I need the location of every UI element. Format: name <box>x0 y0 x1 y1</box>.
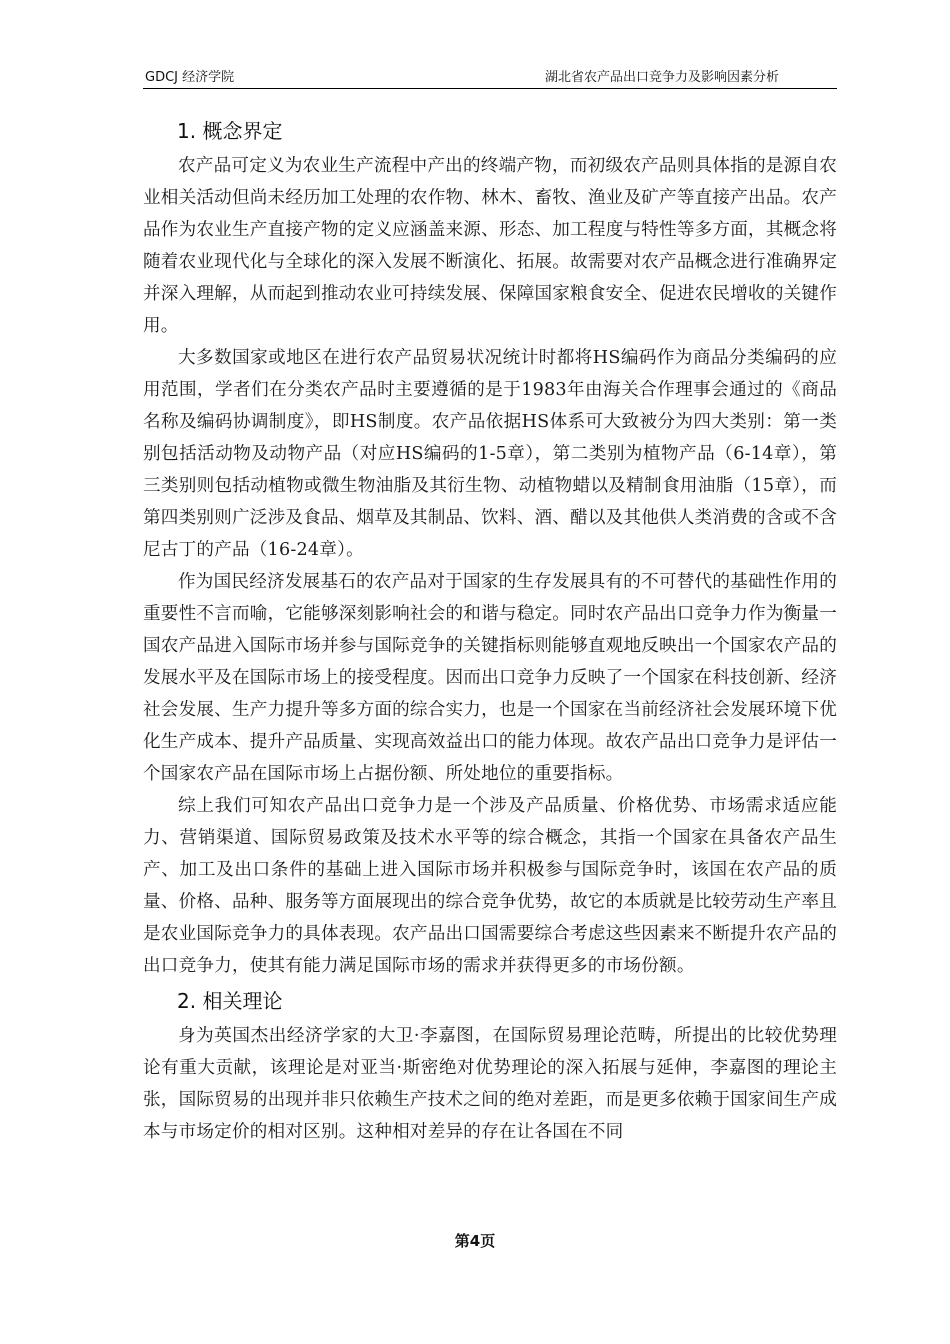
header-left-text: GDCJ 经济学院 <box>145 70 235 85</box>
paragraph: 综上我们可知农产品出口竞争力是一个涉及产品质量、价格优势、市场需求适应能力、营销渠道、国际贸易政策及技术水平等的综合概念，其指一个国家在具备农产品生产、加工及出口条件的基础上进入国际市场并积极参与国际竞争时，该国在农产品的质量、价格、品种、服务等方面展现出的综合竞争优势，故它的本质就是比较劳动生产率且是农业国际竞争力的具体表现。农产品出口国需要综合考虑这些因素来不断提升农产品的出口竞争力，使其有能力满足国际市场的需求并获得更多的市场份额。 <box>143 796 837 976</box>
document-body <box>143 112 837 1148</box>
section-heading-theory: 2. 相关理论 <box>177 989 283 1013</box>
paragraph: 身为英国杰出经济学家的大卫·李嘉图，在国际贸易理论范畴，所提出的比较优势理论有重大贡献，该理论是对亚当·斯密绝对优势理论的深入拓展与延伸，李嘉图的理论主张，国际贸易的出现并非只依赖生产技术之间的绝对差距，而是更多依赖于国家间生产成本与市场定价的相对区别。这种相对差异的存在让各国在不同 <box>143 1026 837 1142</box>
paragraph: 农产品可定义为农业生产流程中产出的终端产物，而初级农产品则具体指的是源自农业相关活动但尚未经历加工处理的农作物、林木、畜牧、渔业及矿产等直接产出品。农产品作为农业生产直接产物的定义应涵盖来源、形态、加工程度与特性等多方面，其概念将随着农业现代化与全球化的深入发展不断演化、拓展。故需要对农产品概念进行准确界定并深入理解，从而起到推动农业可持续发展、保障国家粮食安全、促进农民增收的关键作用。 <box>143 156 837 336</box>
header-right-text: 湖北省农产品出口竞争力及影响因素分析 <box>544 70 779 85</box>
section-heading-concept: 1. 概念界定 <box>177 119 283 143</box>
page-header <box>143 66 837 89</box>
page-number: 第4页 <box>454 1232 496 1250</box>
paragraph: 作为国民经济发展基石的农产品对于国家的生存发展具有的不可替代的基础性作用的重要性不言而喻，它能够深刻影响社会的和谐与稳定。同时农产品出口竞争力作为衡量一国农产品进入国际市场并参与国际竞争的关键指标则能够直观地反映出一个国家农产品的发展水平及在国际市场上的接受程度。因而出口竞争力反映了一个国家在科技创新、经济社会发展、生产力提升等多方面的综合实力，也是一个国家在当前经济社会发展环境下优化生产成本、提升产品质量、实现高效益出口的能力体现。故农产品出口竞争力是评估一个国家农产品在国际市场上占据份额、所处地位的重要指标。 <box>143 572 837 784</box>
paragraph: 大多数国家或地区在进行农产品贸易状况统计时都将HS编码作为商品分类编码的应用范围，学者们在分类农产品时主要遵循的是于1983年由海关合作理事会通过的《商品名称及编码协调制度》，即HS制度。农产品依据HS体系可大致被分为四大类别：第一类别包括活动物及动物产品（对应HS编码的1-5章），第二类别为植物产品（6-14章），第三类别则包括动植物或微生物油脂及其衍生物、动植物蜡以及精制食用油脂（15章），而第四类别则广泛涉及食品、烟草及其制品、饮料、酒、醋以及其他供人类消费的含或不含尼古丁的产品（16-24章）。 <box>143 348 837 560</box>
